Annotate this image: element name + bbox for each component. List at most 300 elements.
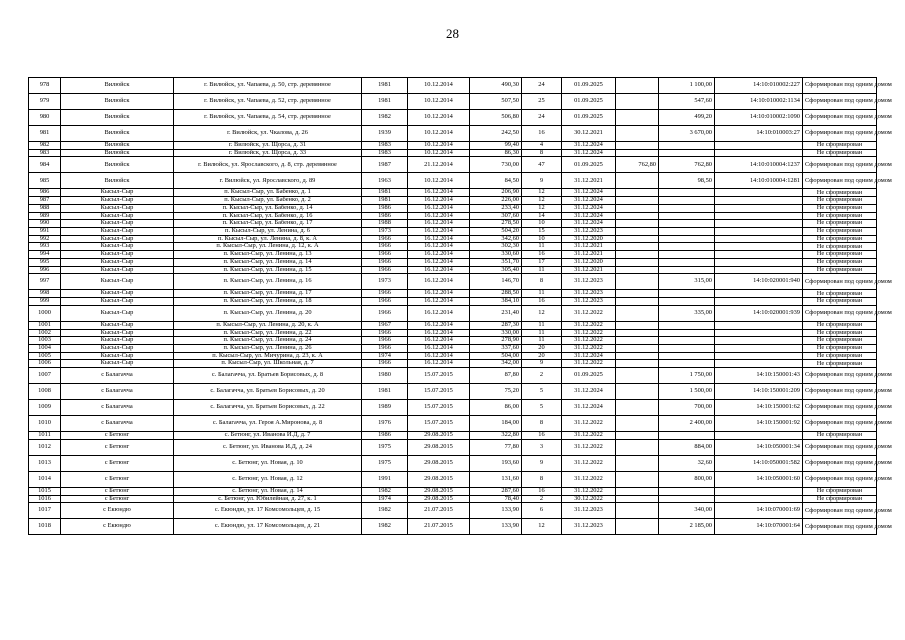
cell-build-year: 1983 [362,142,408,150]
cell-land-area-estimated [616,78,659,94]
cell-area: 342,00 [470,360,522,368]
cell-area: 184,00 [470,416,522,432]
cell-build-year: 1966 [362,360,408,368]
cell-residents: 10 [522,220,562,228]
cell-land-status: Сформирован под одним домом [803,368,877,384]
cell-settlement: Кысыл-Сыр [61,274,174,290]
cell-inclusion-date: 16.12.2014 [408,258,470,266]
table-row [29,471,877,487]
cell-area: 307,60 [470,212,522,220]
cell-row-number: 1002 [29,329,61,337]
cell-build-year: 1966 [362,305,408,321]
cell-settlement: с Бетюнг [61,432,174,440]
housing-register-table [28,77,892,535]
cell-inclusion-date: 16.12.2014 [408,266,470,274]
cell-repair-deadline: 31.12.2024 [562,220,616,228]
cell-cadastral-number: 14:10:010002:227 [715,78,803,94]
cell-repair-deadline: 31.12.2023 [562,503,616,519]
cell-land-area-estimated [616,173,659,189]
cell-settlement: с Балагачча [61,368,174,384]
cell-land-area: 2 400,00 [659,416,715,432]
cell-repair-deadline: 31.12.2024 [562,204,616,212]
cell-inclusion-date: 10.12.2014 [408,110,470,126]
cell-inclusion-date: 10.12.2014 [408,149,470,157]
cell-land-area: 1 500,00 [659,384,715,400]
cell-address: с. Бетюнг, ул. Новая, д. 14 [174,487,362,495]
cell-area: 84,50 [470,173,522,189]
cell-inclusion-date: 15.07.2015 [408,416,470,432]
cell-area: 193,60 [470,455,522,471]
cell-area: 330,00 [470,329,522,337]
cell-row-number: 1009 [29,400,61,416]
cell-land-area-estimated [616,439,659,455]
cell-land-area: 32,60 [659,455,715,471]
cell-cadastral-number [715,197,803,205]
cell-residents: 6 [522,503,562,519]
cell-inclusion-date: 10.12.2014 [408,173,470,189]
table-row [29,455,877,471]
cell-land-area [659,432,715,440]
cell-row-number: 995 [29,258,61,266]
cell-residents: 11 [522,329,562,337]
cell-land-area: 700,00 [659,400,715,416]
cell-settlement: Кысыл-Сыр [61,266,174,274]
cell-settlement: Вилюйск [61,149,174,157]
cell-area: 730,00 [470,157,522,173]
table-row [29,78,877,94]
table-row [29,495,877,503]
cell-land-status: Сформирован под одним домом [803,384,877,400]
cell-repair-deadline: 31.12.2022 [562,439,616,455]
cell-build-year: 1966 [362,243,408,251]
cell-residents: 20 [522,352,562,360]
cell-repair-deadline: 31.12.2022 [562,329,616,337]
cell-build-year: 1989 [362,400,408,416]
cell-residents: 16 [522,126,562,142]
cell-address: п. Кысыл-Сыр, ул. Бабенко, д. 16 [174,212,362,220]
cell-area: 278,90 [470,337,522,345]
cell-residents: 24 [522,110,562,126]
table-row [29,126,877,142]
cell-address: г. Вилюйск, ул. Ярославского, д. 89 [174,173,362,189]
cell-inclusion-date: 15.07.2015 [408,368,470,384]
cell-row-number: 1005 [29,352,61,360]
cell-address: с. Бетюнг, ул. Иванова И.Д, д. 7 [174,432,362,440]
cell-address: п. Кысыл-Сыр, ул. Бабенко, д. 17 [174,220,362,228]
cell-address: с. Балагачча, ул. Героя А.Миронова, д. 8 [174,416,362,432]
cell-land-area [659,290,715,298]
cell-inclusion-date: 29.08.2015 [408,487,470,495]
cell-land-status: Сформирован под одним домом [803,274,877,290]
cell-residents: 14 [522,212,562,220]
cell-land-area: 547,60 [659,94,715,110]
cell-area: 146,70 [470,274,522,290]
cell-land-area-estimated [616,360,659,368]
cell-land-area: 762,80 [659,157,715,173]
cell-land-area: 98,50 [659,173,715,189]
cell-settlement: Кысыл-Сыр [61,298,174,306]
cell-address: г. Вилюйск, ул. Щорса, д. 31 [174,142,362,150]
cell-build-year: 1980 [362,368,408,384]
cell-area: 131,60 [470,471,522,487]
cell-repair-deadline: 01.09.2025 [562,157,616,173]
cell-address: г. Вилюйск, ул. Чкалова, д. 26 [174,126,362,142]
cell-repair-deadline: 31.12.2020 [562,235,616,243]
cell-inclusion-date: 15.07.2015 [408,384,470,400]
cell-row-number: 1004 [29,344,61,352]
cell-land-area-estimated [616,432,659,440]
cell-inclusion-date: 16.12.2014 [408,337,470,345]
cell-repair-deadline: 31.12.2024 [562,142,616,150]
cell-area: 242,50 [470,126,522,142]
cell-land-status: Сформирован под одним домом [803,305,877,321]
cell-land-status: Не сформирован [803,298,877,306]
table-row [29,321,877,329]
cell-land-status: Не сформирован [803,204,877,212]
cell-row-number: 1010 [29,416,61,432]
cell-land-area-estimated [616,142,659,150]
cell-residents: 20 [522,344,562,352]
cell-inclusion-date: 29.08.2015 [408,471,470,487]
table-row [29,360,877,368]
cell-land-area-estimated [616,400,659,416]
cell-build-year: 1981 [362,384,408,400]
cell-settlement: Кысыл-Сыр [61,228,174,236]
cell-address: п. Кысыл-Сыр, ул. Бабенко, д. 14 [174,204,362,212]
cell-repair-deadline: 31.12.2022 [562,337,616,345]
cell-land-area: 2 185,00 [659,519,715,535]
cell-residents: 11 [522,243,562,251]
cell-row-number: 1000 [29,305,61,321]
cell-address: п. Кысыл-Сыр, ул. Ленина, д. 22 [174,329,362,337]
cell-settlement: с Бетюнг [61,439,174,455]
cell-land-area-estimated [616,126,659,142]
cell-cadastral-number: 14:10:150001:92 [715,416,803,432]
cell-land-status: Сформирован под одним домом [803,439,877,455]
cell-residents: 9 [522,173,562,189]
cell-land-area-estimated [616,329,659,337]
cell-residents: 47 [522,157,562,173]
cell-land-area [659,495,715,503]
table-row [29,400,877,416]
cell-settlement: с Бетюнг [61,495,174,503]
cell-area: 506,80 [470,110,522,126]
cell-land-area-estimated [616,321,659,329]
cell-cadastral-number [715,329,803,337]
cell-settlement: с Балагачча [61,400,174,416]
cell-residents: 8 [522,416,562,432]
cell-cadastral-number [715,243,803,251]
cell-repair-deadline: 01.09.2025 [562,78,616,94]
cell-build-year: 1975 [362,439,408,455]
cell-settlement: Кысыл-Сыр [61,251,174,259]
cell-area: 77,80 [470,439,522,455]
cell-row-number: 988 [29,204,61,212]
table-row [29,157,877,173]
cell-row-number: 983 [29,149,61,157]
cell-cadastral-number [715,352,803,360]
cell-inclusion-date: 16.12.2014 [408,228,470,236]
cell-address: с. Екюндю, ул. 17 Комсомольцев, д. 15 [174,503,362,519]
cell-address: п. Кысыл-Сыр, ул. Ленина, д. 8, к. А [174,235,362,243]
table-row [29,266,877,274]
cell-land-area-estimated [616,503,659,519]
cell-land-area-estimated [616,94,659,110]
table-body [29,78,892,535]
cell-cadastral-number: 14:10:150001:43 [715,368,803,384]
cell-land-status: Не сформирован [803,228,877,236]
cell-land-status: Не сформирован [803,329,877,337]
cell-cadastral-number [715,189,803,197]
cell-row-number: 1018 [29,519,61,535]
cell-land-area-estimated [616,110,659,126]
cell-inclusion-date: 29.08.2015 [408,455,470,471]
cell-cadastral-number [715,142,803,150]
cell-area: 330,60 [470,251,522,259]
cell-repair-deadline: 31.12.2024 [562,189,616,197]
cell-row-number: 1016 [29,495,61,503]
cell-build-year: 1967 [362,321,408,329]
cell-residents: 9 [522,360,562,368]
cell-build-year: 1987 [362,157,408,173]
cell-build-year: 1974 [362,495,408,503]
cell-area: 342,60 [470,235,522,243]
cell-land-area-estimated [616,344,659,352]
cell-settlement: Вилюйск [61,142,174,150]
cell-build-year: 1975 [362,455,408,471]
cell-residents: 2 [522,495,562,503]
cell-land-status: Сформирован под одним домом [803,126,877,142]
cell-inclusion-date: 10.12.2014 [408,126,470,142]
cell-land-area-estimated: 762,80 [616,157,659,173]
cell-residents: 15 [522,228,562,236]
cell-land-status: Сформирован под одним домом [803,173,877,189]
cell-repair-deadline: 31.12.2023 [562,228,616,236]
cell-land-area-estimated [616,305,659,321]
cell-inclusion-date: 16.12.2014 [408,235,470,243]
cell-address: п. Кысыл-Сыр, ул. Ленина, д. 20, к. А [174,321,362,329]
cell-land-status: Не сформирован [803,360,877,368]
cell-land-status: Сформирован под одним домом [803,416,877,432]
cell-cadastral-number [715,344,803,352]
cell-repair-deadline: 31.12.2024 [562,352,616,360]
cell-settlement: с Бетюнг [61,471,174,487]
cell-settlement: Вилюйск [61,110,174,126]
cell-build-year: 1981 [362,78,408,94]
cell-land-area [659,197,715,205]
cell-inclusion-date: 16.12.2014 [408,243,470,251]
table-row [29,110,877,126]
cell-residents: 3 [522,439,562,455]
cell-cadastral-number [715,495,803,503]
cell-build-year: 1966 [362,290,408,298]
cell-cadastral-number: 14:10:150001:209 [715,384,803,400]
cell-inclusion-date: 16.12.2014 [408,197,470,205]
cell-land-area [659,329,715,337]
cell-row-number: 994 [29,251,61,259]
cell-land-area-estimated [616,519,659,535]
cell-land-area: 315,00 [659,274,715,290]
cell-cadastral-number [715,290,803,298]
cell-land-area: 3 670,00 [659,126,715,142]
cell-land-status: Сформирован под одним домом [803,78,877,94]
cell-address: с. Бетюнг, ул. Юбилейная, д. 27, к. 1 [174,495,362,503]
cell-land-status: Не сформирован [803,321,877,329]
cell-residents: 4 [522,142,562,150]
cell-build-year: 1982 [362,503,408,519]
cell-repair-deadline: 31.12.2024 [562,212,616,220]
cell-address: п. Кысыл-Сыр, ул. Бабенко, д. 1 [174,189,362,197]
cell-area: 504,20 [470,228,522,236]
cell-land-area [659,220,715,228]
cell-inclusion-date: 16.12.2014 [408,220,470,228]
cell-cadastral-number: 14:10:050001:60 [715,471,803,487]
cell-cadastral-number: 14:10:010004:1281 [715,173,803,189]
cell-settlement: Вилюйск [61,78,174,94]
cell-cadastral-number [715,266,803,274]
cell-row-number: 981 [29,126,61,142]
cell-repair-deadline: 31.12.2022 [562,432,616,440]
cell-land-area-estimated [616,416,659,432]
cell-area: 133,90 [470,503,522,519]
cell-area: 133,90 [470,519,522,535]
cell-row-number: 991 [29,228,61,236]
cell-cadastral-number [715,258,803,266]
cell-area: 278,50 [470,220,522,228]
cell-inclusion-date: 16.12.2014 [408,204,470,212]
cell-settlement: Вилюйск [61,157,174,173]
cell-land-status: Сформирован под одним домом [803,94,877,110]
cell-area: 99,40 [470,142,522,150]
cell-cadastral-number: 14:10:020001:940 [715,274,803,290]
cell-build-year: 1966 [362,329,408,337]
cell-address: п. Кысыл-Сыр, ул. Ленина, д. 15 [174,266,362,274]
cell-cadastral-number: 14:10:070001:64 [715,519,803,535]
cell-build-year: 1982 [362,487,408,495]
cell-area: 87,80 [470,368,522,384]
cell-repair-deadline: 01.09.2025 [562,110,616,126]
cell-settlement: Кысыл-Сыр [61,204,174,212]
cell-inclusion-date: 16.12.2014 [408,360,470,368]
cell-row-number: 990 [29,220,61,228]
cell-land-area-estimated [616,251,659,259]
cell-residents: 5 [522,384,562,400]
cell-inclusion-date: 16.12.2014 [408,344,470,352]
cell-land-area: 340,00 [659,503,715,519]
cell-address: с. Бетюнг, ул. Новая, д. 10 [174,455,362,471]
cell-residents: 8 [522,471,562,487]
cell-area: 288,50 [470,290,522,298]
cell-build-year: 1981 [362,94,408,110]
cell-build-year: 1966 [362,266,408,274]
cell-land-status: Не сформирован [803,243,877,251]
cell-cadastral-number: 14:10:010004:1237 [715,157,803,173]
cell-row-number: 1003 [29,337,61,345]
cell-settlement: с Балагачча [61,384,174,400]
cell-cadastral-number [715,220,803,228]
cell-land-area-estimated [616,274,659,290]
cell-address: п. Кысыл-Сыр, ул. Ленина, д. 26 [174,344,362,352]
cell-repair-deadline: 01.09.2025 [562,368,616,384]
cell-land-status: Не сформирован [803,189,877,197]
cell-land-area-estimated [616,352,659,360]
cell-row-number: 1001 [29,321,61,329]
cell-row-number: 987 [29,197,61,205]
cell-land-area-estimated [616,298,659,306]
cell-row-number: 1008 [29,384,61,400]
cell-land-status: Сформирован под одним домом [803,455,877,471]
cell-build-year: 1966 [362,298,408,306]
cell-row-number: 989 [29,212,61,220]
cell-residents: 16 [522,298,562,306]
cell-address: п. Кысыл-Сыр, ул. Ленина, д. 18 [174,298,362,306]
cell-repair-deadline: 31.12.2022 [562,416,616,432]
cell-land-area [659,235,715,243]
cell-land-status: Сформирован под одним домом [803,400,877,416]
cell-inclusion-date: 16.12.2014 [408,321,470,329]
cell-land-area-estimated [616,235,659,243]
cell-residents: 12 [522,519,562,535]
cell-land-area-estimated [616,212,659,220]
cell-repair-deadline: 31.12.2022 [562,344,616,352]
cell-inclusion-date: 21.07.2015 [408,503,470,519]
cell-build-year: 1981 [362,189,408,197]
cell-land-area: 499,20 [659,110,715,126]
cell-land-area-estimated [616,455,659,471]
cell-row-number: 1017 [29,503,61,519]
cell-settlement: Кысыл-Сыр [61,189,174,197]
cell-settlement: Вилюйск [61,126,174,142]
cell-land-area [659,189,715,197]
table-row [29,439,877,455]
cell-build-year: 1963 [362,173,408,189]
cell-settlement: с Бетюнг [61,455,174,471]
cell-land-area-estimated [616,471,659,487]
cell-inclusion-date: 29.08.2015 [408,439,470,455]
cell-address: с. Балагачча, ул. Братьев Борисовых, д. 22 [174,400,362,416]
cell-row-number: 1014 [29,471,61,487]
cell-inclusion-date: 29.08.2015 [408,432,470,440]
cell-land-area [659,360,715,368]
cell-residents: 5 [522,400,562,416]
cell-cadastral-number [715,251,803,259]
cell-cadastral-number [715,487,803,495]
cell-land-area-estimated [616,258,659,266]
cell-land-status: Не сформирован [803,258,877,266]
table-row [29,368,877,384]
cell-land-area-estimated [616,290,659,298]
cell-build-year: 1988 [362,220,408,228]
cell-address: г. Вилюйск, ул. Ярославского, д. 8, стр. деревянное [174,157,362,173]
cell-row-number: 1015 [29,487,61,495]
table-row [29,503,877,519]
cell-land-area-estimated [616,149,659,157]
cell-row-number: 980 [29,110,61,126]
cell-repair-deadline: 31.12.2024 [562,400,616,416]
cell-inclusion-date: 16.12.2014 [408,212,470,220]
cell-row-number: 993 [29,243,61,251]
cell-area: 287,30 [470,321,522,329]
cell-inclusion-date: 16.12.2014 [408,329,470,337]
cell-row-number: 985 [29,173,61,189]
cell-settlement: с Екюндю [61,519,174,535]
cell-settlement: с Бетюнг [61,487,174,495]
cell-repair-deadline: 31.12.2022 [562,455,616,471]
cell-build-year: 1991 [362,471,408,487]
cell-land-status: Не сформирован [803,142,877,150]
cell-repair-deadline: 31.12.2022 [562,360,616,368]
cell-address: г. Вилюйск, ул. Чапаева, д. 50, стр. деревянное [174,78,362,94]
